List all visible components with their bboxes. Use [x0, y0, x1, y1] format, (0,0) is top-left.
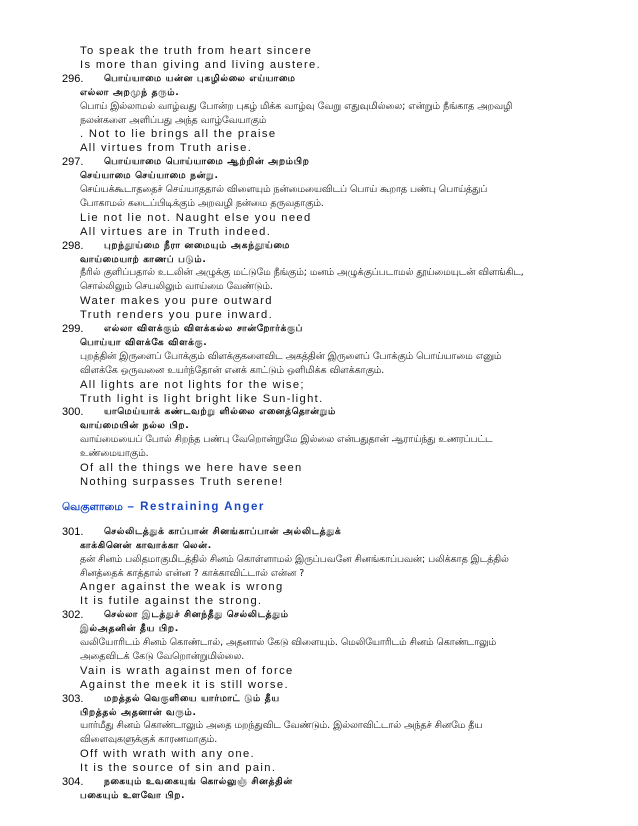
english-translation-line-2: All virtues are in Truth indeed. [80, 225, 272, 238]
tamil-commentary-line-2: நலன்களை அளிப்பது அந்த வாழ்வேயாகும் [80, 114, 267, 126]
tamil-commentary-line-1: பொய் இல்லாமல் வாழ்வது போன்ற புகழ் மிக்க வாழ்வு வேறு எதுவுமில்லை; என்றும் நீங்காத அறவழி [80, 100, 513, 112]
english-translation-line-1: Anger against the weak is wrong [80, 581, 284, 594]
tamil-commentary-line-2: சினத்தைக் காத்தால் என்ன ? காக்காவிட்டால் என்ன ? [80, 567, 305, 579]
tamil-commentary-line-1: வலியோரிடம் சினம் கொண்டால், அதனால் கேடு விளையும். மெலியோரிடம் சினம் கொண்டாலும் [80, 637, 497, 648]
tamil-commentary-line-2: உண்மையாகும். [80, 448, 149, 460]
kural-line-1: பொய்யாமை பொய்யாமை ஆற்றின் அறம்பிற [104, 156, 310, 168]
kural-line-2: பொய்யா விளக்கே விளக்கு. [80, 336, 208, 348]
kural-number: 300. [62, 406, 84, 419]
kural-number: 303. [62, 692, 84, 705]
kural-line-2: செய்யாமை செய்யாமை நன்று. [80, 170, 219, 182]
section-heading-english: Restraining Anger [140, 500, 265, 513]
kural-line-1: எல்லா விளக்கும் விளக்கல்ல சான்றோர்க்குப் [104, 323, 304, 334]
tamil-commentary-line-1: யார்மீது சினம் கொண்டாலும் அதை மறந்துவிட வேண்டும். இல்லாவிட்டால் அந்தச் சினமே தீய [80, 720, 483, 732]
english-translation-line-2: Truth light is light bright like Sun-light. [80, 392, 324, 405]
kural-line-1: செல்லா இடத்துச் சினந்தீது செல்லிடத்தும் [104, 609, 289, 621]
english-translation-line-1: . Not to lie brings all the praise [80, 128, 277, 141]
intro-english-line-1: To speak the truth from heart sincere [80, 45, 313, 57]
tamil-commentary-line-1: நீரில் குளிப்பதால் உடலின் அழுக்கு மட்டுமே நீங்கும்; மனம் அழுக்குப்படாமல் தூய்மையுடன் விளங்கிட, [80, 267, 524, 279]
kural-number: 301. [62, 525, 84, 538]
english-translation-line-2: All virtues from Truth arise. [80, 142, 253, 155]
kural-line-1: யாமெய்யாக் கண்டவற்று ளில்லை எனைத்தொன்றும் [104, 406, 337, 418]
english-translation-line-1: Of all the things we here have seen [80, 462, 303, 474]
english-translation-line-2: Truth renders you pure inward. [80, 309, 274, 322]
kural-number: 302. [62, 609, 84, 622]
kural-line-2: பிறத்தல் அதனான் வரும். [80, 706, 197, 718]
kural-line-1: செல்லிடத்துக் காப்பான் சினங்காப்பான் அல்லிடத்துக் [104, 525, 342, 537]
tamil-commentary-line-1: வாய்மையைப் போல் சிறந்த பண்பு வேறொன்றுமே இல்லை என்பதுதான் ஆராய்ந்து உணரப்பட்ட [80, 434, 493, 446]
english-translation-line-2: Nothing surpasses Truth serene! [80, 475, 284, 488]
kural-line-2: எல்லா அறமுந் தரும். [80, 86, 180, 98]
kural-line-1: மறத்தல் வெகுளியை யார்மாட் டும் தீய [104, 692, 280, 704]
kural-number: 299. [62, 323, 84, 335]
english-translation-line-1: Lie not lie not. Naught else you need [80, 211, 312, 224]
kural-line-2: வாய்மையின் நல்ல பிற. [80, 420, 190, 432]
english-translation-line-2: Against the meek it is still worse. [80, 678, 289, 691]
kural-number: 298. [62, 239, 84, 252]
tamil-commentary-line-2: விளக்கே ஒருவனை உயர்ந்தோன் எனக் காட்டும் ஒளிமிக்க விளக்காகும். [80, 364, 385, 376]
kural-line-2: இல்அதனின் தீய பிற. [80, 623, 179, 635]
kural-number: 297. [62, 156, 84, 169]
kural-number: 304. [62, 776, 84, 789]
kural-line-1: புறந்தூய்மை நீரா னமையும் அகந்தூய்மை [104, 239, 291, 251]
tamil-commentary-line-2: சொல்லிலும் செயலிலும் வாய்மை வேண்டும். [80, 281, 273, 293]
tamil-commentary-line-2: விளைவுகளுக்குக் காரணமாகும். [80, 734, 218, 746]
section-heading-separator: – [122, 500, 141, 513]
tamil-commentary-line-1: புறத்தின் இருளைப் போக்கும் விளக்குகளைவிட அகத்தின் இருளைப் போக்கும் பொய்யாமை எனும் [80, 350, 502, 362]
tamil-commentary-line-1: தன் சினம் பலிதமாகுமிடத்தில் சினம் கொள்ளாமல் இருப்பவனே சினங்காப்பவன்; பலிக்காத இடத்தில் [80, 553, 509, 565]
kural-number: 296. [62, 72, 84, 85]
kural-line-1: நகையும் உவகையுங் கொல்லுஞ் சினத்தின் [104, 776, 293, 788]
tamil-commentary-line-2: போகாமல் கடைப்பிடிக்கும் அறவழி நன்மை தருவதாகும். [80, 197, 324, 209]
section-heading-tamil: வெகுளாமை [62, 500, 123, 513]
english-translation-line-1: Vain is wrath against men of force [80, 664, 294, 677]
tamil-commentary-line-2: அதைவிடக் கேடு வேறொன்றுமில்லை. [80, 650, 245, 662]
kural-line-1: பொய்யாமை யன்ன புகழில்லை எய்யாமை [104, 72, 296, 84]
section-heading [62, 497, 265, 515]
english-translation-line-1: Off with wrath with any one. [80, 748, 256, 761]
english-translation-line-2: It is futile against the strong. [80, 595, 263, 608]
english-translation-line-2: It is the source of sin and pain. [80, 762, 277, 775]
english-translation-line-1: All lights are not lights for the wise; [80, 378, 305, 391]
kural-line-2: பகையும் உளவோ பிற. [80, 790, 186, 802]
tamil-commentary-line-1: செய்யக்கூடாததைச் செய்யாததால் விளையும் நன்மையைவிடப் பொய் கூறாத பண்பு பொய்த்துப் [80, 184, 488, 195]
kural-line-2: வாய்மையாற் காணப் படும். [80, 253, 207, 265]
english-translation-line-1: Water makes you pure outward [80, 295, 273, 308]
kural-line-2: காக்கினென் காவாக்கா லென். [80, 539, 212, 551]
intro-english-line-2: Is more than giving and living austere. [80, 58, 322, 71]
